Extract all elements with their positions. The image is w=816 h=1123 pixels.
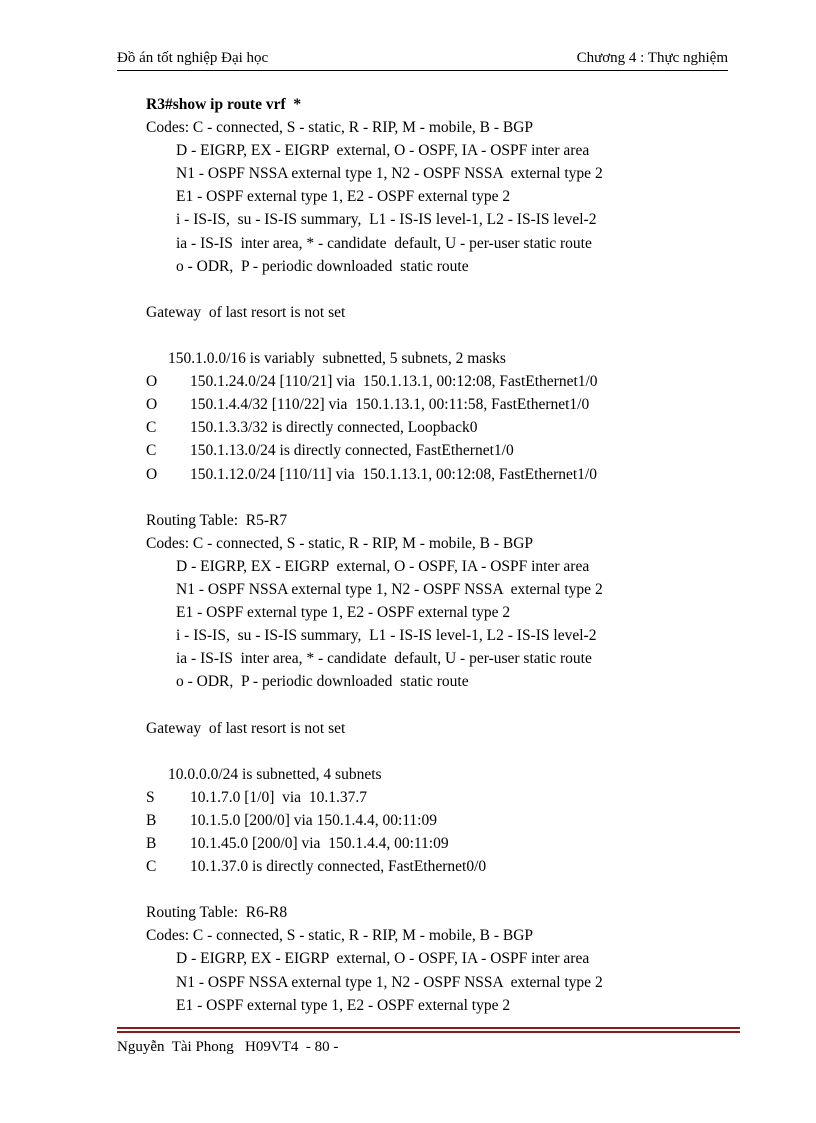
routing-table-title: Routing Table: R6-R8 [146,904,288,922]
codes-line: E1 - OSPF external type 1, E2 - OSPF external type 2 [176,996,511,1014]
route-row [146,416,746,439]
route-row [146,855,746,878]
codes-line: N1 - OSPF NSSA external type 1, N2 - OSPF NSSA external type 2 [176,580,603,598]
network-line: 150.1.0.0/16 is variably subnetted, 5 subnets, 2 masks [168,350,506,368]
codes-line: N1 - OSPF NSSA external type 1, N2 - OSPF NSSA external type 2 [176,165,603,183]
codes-line: ia - IS-IS inter area, * - candidate default, U - per-user static route [176,650,592,668]
codes-line: Codes: C - connected, S - static, R - RIP, M - mobile, B - BGP [146,534,534,552]
route-code: C [146,419,157,437]
route-code: C [146,442,157,460]
codes-line: o - ODR, P - periodic downloaded static route [176,673,469,691]
codes-line: i - IS-IS, su - IS-IS summary, L1 - IS-IS level-1, L2 - IS-IS level-2 [176,627,597,645]
route-row [146,393,746,416]
route-row [146,463,746,486]
codes-line: D - EIGRP, EX - EIGRP external, O - OSPF, IA - OSPF inter area [176,950,590,968]
codes-line: ia - IS-IS inter area, * - candidate default, U - per-user static route [176,234,592,252]
codes-line: E1 - OSPF external type 1, E2 - OSPF external type 2 [176,604,511,622]
route-row [146,832,746,855]
header-title: Đồ án tốt nghiệp Đại học [117,50,269,66]
route-text: 150.1.12.0/24 [110/11] via 150.1.13.1, 00:12:08, FastEthernet1/0 [190,465,597,483]
route-text: 10.1.5.0 [200/0] via 150.1.4.4, 00:11:09 [190,811,437,829]
route-code: B [146,835,157,852]
codes-line: E1 - OSPF external type 1, E2 - OSPF external type 2 [176,188,511,206]
blank-line [146,740,746,763]
header-divider [117,70,728,71]
route-text: 150.1.4.4/32 [110/22] via 150.1.13.1, 00:11:58, FastEthernet1/0 [190,396,590,414]
route-row [146,786,746,809]
route-row [146,809,746,832]
network-line: 10.0.0.0/24 is subnetted, 4 subnets [168,765,382,783]
route-text: 150.1.3.3/32 is directly connected, Loopback0 [190,419,478,437]
route-code: O [146,396,158,414]
codes-line: Codes: C - connected, S - static, R - RIP, M - mobile, B - BGP [146,927,534,945]
codes-line: o - ODR, P - periodic downloaded static route [176,257,469,275]
codes-line: Codes: C - connected, S - static, R - RIP, M - mobile, B - BGP [146,119,534,137]
route-row [146,439,746,462]
footer-divider-top [117,1027,740,1029]
route-code: O [146,373,158,391]
route-text: 150.1.24.0/24 [110/21] via 150.1.13.1, 00:12:08, FastEthernet1/0 [190,373,598,391]
route-text: 10.1.45.0 [200/0] via 150.1.4.4, 00:11:09 [190,835,449,852]
blank-line [146,324,746,347]
codes-line: N1 - OSPF NSSA external type 1, N2 - OSPF NSSA external type 2 [176,973,603,991]
gateway-line: Gateway of last resort is not set [146,719,346,737]
route-text: 10.1.37.0 is directly connected, FastEthernet0/0 [190,858,487,876]
codes-line: D - EIGRP, EX - EIGRP external, O - OSPF, IA - OSPF inter area [176,142,590,160]
route-text: 150.1.13.0/24 is directly connected, FastEthernet1/0 [190,442,514,460]
page-footer: Nguyễn Tài Phong H09VT4 - 80 - [117,1039,339,1055]
route-code: O [146,465,158,483]
page-header [117,50,728,70]
gateway-line: Gateway of last resort is not set [146,303,346,321]
blank-line [146,878,746,901]
blank-line [146,486,746,509]
footer-divider-bottom [117,1031,740,1033]
blank-line [146,278,746,301]
route-code: B [146,811,157,829]
header-chapter: Chương 4 : Thực nghiệm [576,50,728,66]
codes-line: i - IS-IS, su - IS-IS summary, L1 - IS-IS level-1, L2 - IS-IS level-2 [176,211,597,229]
page-body [146,93,746,1017]
routing-table-title: Routing Table: R5-R7 [146,511,288,529]
route-code: C [146,858,157,876]
route-code: S [146,788,155,806]
route-row [146,370,746,393]
blank-line [146,693,746,716]
command-line: R3#show ip route vrf * [146,96,302,113]
codes-line: D - EIGRP, EX - EIGRP external, O - OSPF, IA - OSPF inter area [176,557,590,575]
route-text: 10.1.7.0 [1/0] via 10.1.37.7 [190,788,367,806]
